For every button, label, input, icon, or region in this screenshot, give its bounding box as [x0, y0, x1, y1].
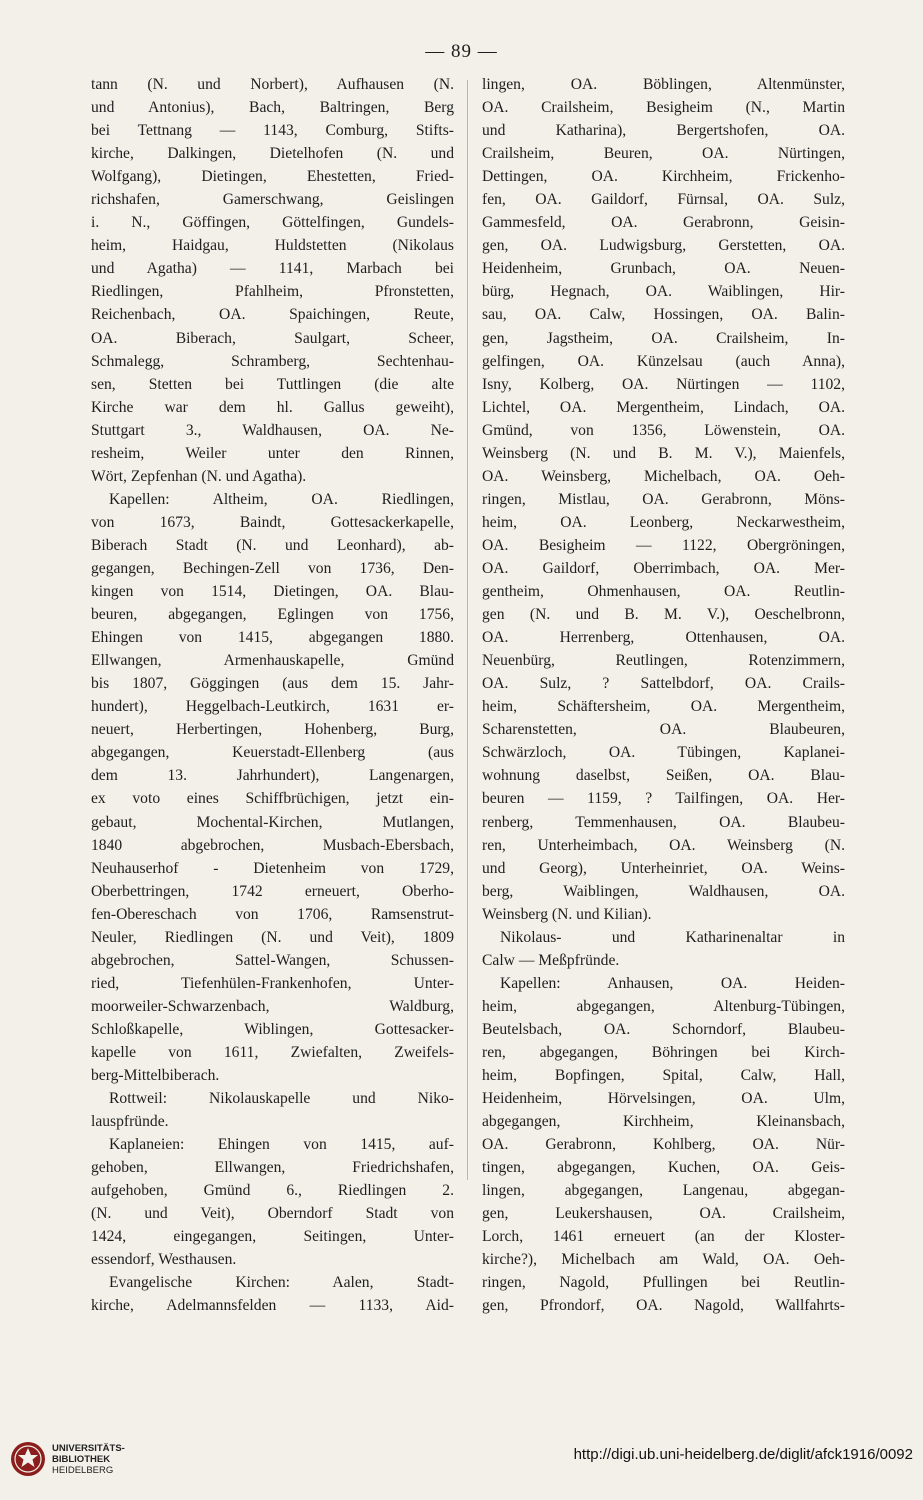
text-line: gelfingen, OA. Künzelsau (auch Anna),	[482, 352, 845, 370]
text-line: OA. Gaildorf, Oberrimbach, OA. Mer-	[482, 559, 845, 577]
text-line: sen, Stetten bei Tuttlingen (die alte	[91, 375, 454, 393]
text-line: kirche, Dalkingen, Dietelhofen (N. und	[91, 145, 454, 163]
text-line: OA. Herrenberg, Ottenhausen, OA.	[482, 629, 845, 647]
text-line: Biberach Stadt (N. und Leonhard), ab-	[91, 536, 454, 554]
text-line: Schwärzloch, OA. Tübingen, Kaplanei-	[482, 744, 845, 762]
text-line: lauspfründe.	[91, 1113, 169, 1131]
text-line: Lichtel, OA. Mergentheim, Lindach, OA.	[482, 398, 845, 416]
left-column	[91, 73, 454, 1318]
text-line: heim, Haidgau, Huldstetten (Nikolaus	[91, 237, 454, 255]
right-column	[482, 73, 845, 1318]
text-line: OA. Biberach, Saulgart, Scheer,	[91, 329, 454, 347]
text-line: Oberbettringen, 1742 erneuert, Oberho-	[91, 882, 454, 900]
text-line: Ellwangen, Armenhauskapelle, Gmünd	[91, 652, 454, 670]
text-line: sau, OA. Calw, Hossingen, OA. Balin-	[482, 306, 845, 324]
text-line: Evangelische Kirchen: Aalen, Stadt-	[109, 1274, 454, 1292]
text-line: heim, OA. Leonberg, Neckarwestheim,	[482, 513, 845, 531]
text-line: heim, Schäftersheim, OA. Mergentheim,	[482, 698, 845, 716]
text-line: ren, abgegangen, Böhringen bei Kirch-	[482, 1043, 845, 1061]
text-line: Crailsheim, Beuren, OA. Nürtingen,	[482, 145, 845, 163]
text-line: Reichenbach, OA. Spaichingen, Reute,	[91, 306, 454, 324]
text-line: ren, Unterheimbach, OA. Weinsberg (N.	[482, 836, 845, 854]
text-line: OA. Weinsberg, Michelbach, OA. Oeh-	[482, 467, 845, 485]
text-line: i. N., Göffingen, Göttelfingen, Gundels-	[91, 214, 454, 232]
text-line: gehoben, Ellwangen, Friedrichshafen,	[91, 1159, 454, 1177]
university-seal-icon	[10, 1441, 46, 1477]
text-line: gegangen, Bechingen-Zell von 1736, Den-	[91, 559, 454, 577]
text-line: heim, abgegangen, Altenburg-Tübingen,	[482, 997, 845, 1015]
text-line: Weinsberg (N. und Kilian).	[482, 905, 652, 923]
text-line: Rottweil: Nikolauskapelle und Niko-	[109, 1090, 454, 1108]
text-line: ried, Tiefenhülen-Frankenhofen, Unter-	[91, 974, 454, 992]
text-line: Scharenstetten, OA. Blaubeuren,	[482, 721, 845, 739]
text-line: Calw — Meßpfründe.	[482, 951, 620, 969]
text-line: Heidenheim, Hörvelsingen, OA. Ulm,	[482, 1090, 845, 1108]
text-line: OA. Besigheim — 1122, Obergröningen,	[482, 536, 845, 554]
text-line: gebaut, Mochental-Kirchen, Mutlangen,	[91, 813, 454, 831]
text-line: ringen, Nagold, Pfullingen bei Reutlin-	[482, 1274, 845, 1292]
text-line: OA. Gerabronn, Kohlberg, OA. Nür-	[482, 1136, 845, 1154]
text-line: Riedlingen, Pfahlheim, Pfronstetten,	[91, 283, 454, 301]
text-line: OA. Crailsheim, Besigheim (N., Martin	[482, 99, 845, 117]
text-line: Kaplaneien: Ehingen von 1415, auf-	[109, 1136, 454, 1154]
text-line: abgebrochen, Sattel-Wangen, Schussen-	[91, 951, 454, 969]
text-line: moorweiler-Schwarzenbach, Waldburg,	[91, 997, 454, 1015]
source-url-link[interactable]: http://digi.ub.uni-heidelberg.de/diglit/afck1916/0092	[573, 1446, 913, 1463]
text-line: gen, Pfrondorf, OA. Nagold, Wallfahrts-	[482, 1297, 845, 1315]
text-line: Schloßkapelle, Wiblingen, Gottesacker-	[91, 1020, 454, 1038]
text-line: lingen, abgegangen, Langenau, abgegan-	[482, 1182, 845, 1200]
text-line: Neuhauserhof - Dietenheim von 1729,	[91, 859, 454, 877]
text-line: hundert), Heggelbach-Leutkirch, 1631 er-	[91, 698, 454, 716]
text-line: beuren — 1159, ? Tailfingen, OA. Her-	[482, 790, 845, 808]
text-line: Isny, Kolberg, OA. Nürtingen — 1102,	[482, 375, 845, 393]
text-line: und Katharina), Bergertshofen, OA.	[482, 122, 845, 140]
text-line: berg, Waiblingen, Waldhausen, OA.	[482, 882, 845, 900]
text-line: kingen von 1514, Dietingen, OA. Blau-	[91, 583, 454, 601]
text-line: gen (N. und B. M. V.), Oeschelbronn,	[482, 606, 845, 624]
text-line: Schmalegg, Schramberg, Sechtenhau-	[91, 352, 454, 370]
text-line: Neuler, Riedlingen (N. und Veit), 1809	[91, 928, 454, 946]
text-line: Gmünd, von 1356, Löwenstein, OA.	[482, 421, 845, 439]
text-line: richshafen, Gamerschwang, Geislingen	[91, 191, 454, 209]
logo-line-1: UNIVERSITÄTS-	[52, 1443, 125, 1454]
text-line: kirche, Adelmannsfelden — 1133, Aid-	[91, 1297, 454, 1315]
text-line: abgegangen, Kirchheim, Kleinansbach,	[482, 1113, 845, 1131]
page-number: — 89 —	[425, 41, 498, 62]
text-line: tann (N. und Norbert), Aufhausen (N.	[91, 76, 454, 93]
text-line: Heidenheim, Grunbach, OA. Neuen-	[482, 260, 845, 278]
text-line: Weinsberg (N. und B. M. V.), Maienfels,	[482, 444, 845, 462]
text-line: Neuenbürg, Reutlingen, Rotenzimmern,	[482, 652, 845, 670]
library-logo[interactable]	[10, 1441, 130, 1489]
text-line: Wört, Zepfenhan (N. und Agatha).	[91, 467, 307, 485]
text-line: Lorch, 1461 erneuert (an der Kloster-	[482, 1228, 845, 1246]
text-line: gen, Leukershausen, OA. Crailsheim,	[482, 1205, 845, 1223]
logo-line-2: BIBLIOTHEK	[52, 1454, 111, 1465]
text-line: tingen, abgegangen, Kuchen, OA. Geis-	[482, 1159, 845, 1177]
text-line: beuren, abgegangen, Eglingen von 1756,	[91, 606, 454, 624]
text-line: 1424, eingegangen, Seitingen, Unter-	[91, 1228, 454, 1246]
text-line: ringen, Mistlau, OA. Gerabronn, Möns-	[482, 490, 845, 508]
text-line: Dettingen, OA. Kirchheim, Frickenho-	[482, 168, 845, 186]
text-line: Stuttgart 3., Waldhausen, OA. Ne-	[91, 421, 454, 439]
text-line: neuert, Herbertingen, Hohenberg, Burg,	[91, 721, 454, 739]
text-line: OA. Sulz, ? Sattelbdorf, OA. Crails-	[482, 675, 845, 693]
column-divider	[467, 80, 468, 1180]
text-line: gentheim, Ohmenhausen, OA. Reutlin-	[482, 583, 845, 601]
text-line: fen-Obereschach von 1706, Ramsenstrut-	[91, 905, 454, 923]
text-line: 1840 abgebrochen, Musbach-Ebersbach,	[91, 836, 454, 854]
text-line: bürg, Hegnach, OA. Waiblingen, Hir-	[482, 283, 845, 301]
text-line: fen, OA. Gaildorf, Fürnsal, OA. Sulz,	[482, 191, 845, 209]
text-line: Ehingen von 1415, abgegangen 1880.	[91, 629, 454, 647]
text-line: Beutelsbach, OA. Schorndorf, Blaubeu-	[482, 1020, 845, 1038]
text-line: gen, OA. Ludwigsburg, Gerstetten, OA.	[482, 237, 845, 255]
text-line: und Georg), Unterheinriet, OA. Weins-	[482, 859, 845, 877]
text-line: essendorf, Westhausen.	[91, 1251, 237, 1269]
text-line: resheim, Weiler unter den Rinnen,	[91, 444, 454, 462]
text-line: Wolfgang), Dietingen, Ehestetten, Fried-	[91, 168, 454, 186]
text-line: Kapellen: Altheim, OA. Riedlingen,	[109, 490, 454, 508]
text-line: renberg, Temmenhausen, OA. Blaubeu-	[482, 813, 845, 831]
text-line: und Antonius), Bach, Baltringen, Berg	[91, 99, 454, 117]
text-line: (N. und Veit), Oberndorf Stadt von	[91, 1205, 454, 1223]
text-line: und Agatha) — 1141, Marbach bei	[91, 260, 454, 278]
text-line: von 1673, Baindt, Gottesackerkapelle,	[91, 513, 454, 531]
text-line: dem 13. Jahrhundert), Langenargen,	[91, 767, 454, 785]
text-line: abgegangen, Keuerstadt-Ellenberg (aus	[91, 744, 454, 762]
text-line: berg-Mittelbiberach.	[91, 1067, 220, 1085]
text-line: heim, Bopfingen, Spital, Calw, Hall,	[482, 1067, 845, 1085]
text-line: Nikolaus- und Katharinenaltar in	[500, 928, 845, 946]
text-line: gen, Jagstheim, OA. Crailsheim, In-	[482, 329, 845, 347]
text-line: kirche?), Michelbach am Wald, OA. Oeh-	[482, 1251, 845, 1269]
text-line: bei Tettnang — 1143, Comburg, Stifts-	[91, 122, 454, 140]
text-line: Gammesfeld, OA. Gerabronn, Geisin-	[482, 214, 845, 232]
text-line: wohnung daselbst, Seißen, OA. Blau-	[482, 767, 845, 785]
text-line: Kirche war dem hl. Gallus geweiht),	[91, 398, 454, 416]
text-line: aufgehoben, Gmünd 6., Riedlingen 2.	[91, 1182, 454, 1200]
text-line: lingen, OA. Böblingen, Altenmünster,	[482, 76, 845, 93]
text-line: bis 1807, Göggingen (aus dem 15. Jahr-	[91, 675, 454, 693]
text-line: kapelle von 1611, Zwiefalten, Zweifels-	[91, 1043, 454, 1061]
text-line: Kapellen: Anhausen, OA. Heiden-	[500, 974, 845, 992]
logo-line-3: HEIDELBERG	[52, 1465, 114, 1476]
text-line: ex voto eines Schiffbrüchigen, jetzt ein-	[91, 790, 454, 808]
